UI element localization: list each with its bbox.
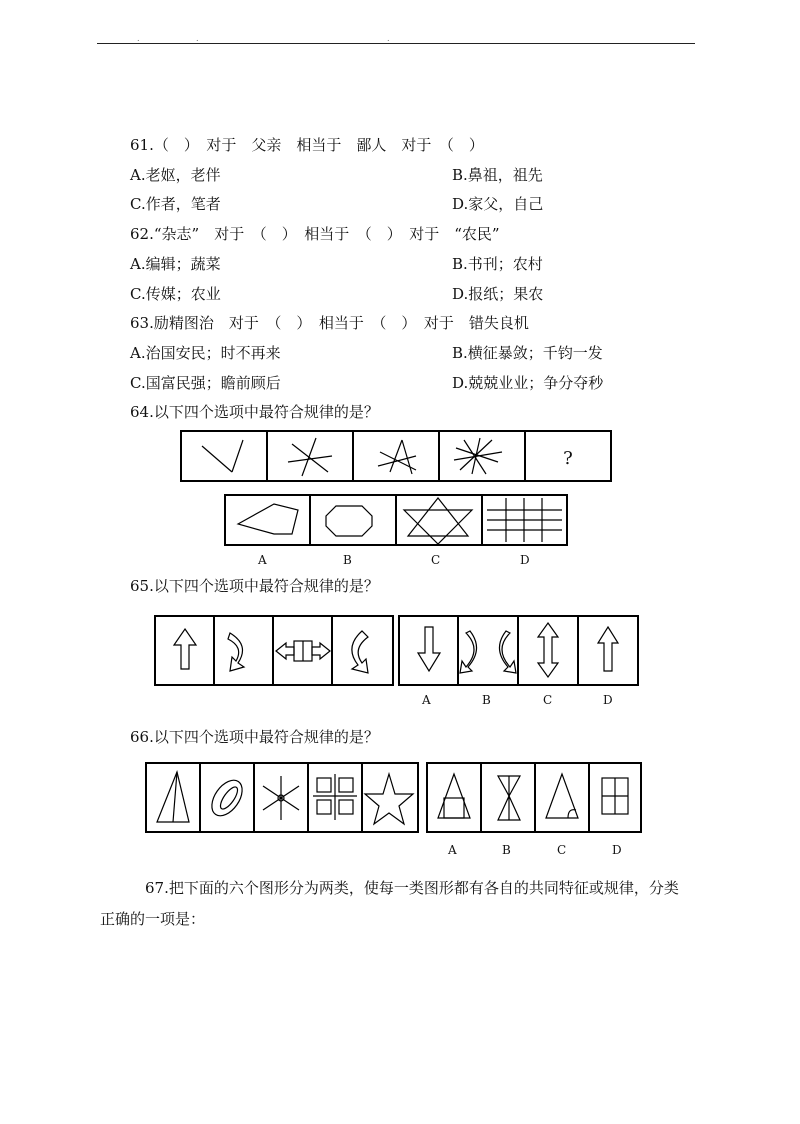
q64-label-d: D xyxy=(520,553,530,567)
double-arrow-vertical-icon xyxy=(538,623,558,677)
q64-option-a-pentagon xyxy=(238,504,298,534)
q66-stem: 66.以下四个选项中最符合规律的是？ xyxy=(130,728,379,746)
q62-option-b: B.书刊；农村 xyxy=(452,255,543,273)
q61-option-d: D.家父，自己 xyxy=(452,195,544,213)
up-arrow-icon xyxy=(598,627,618,671)
q66-cell-triangle xyxy=(157,772,189,822)
q63-option-b: B.横征暴敛；千钧一发 xyxy=(452,344,603,362)
down-arrow-icon xyxy=(418,627,440,671)
q64-question-mark: ? xyxy=(563,448,573,469)
q66-option-a-triangle-square xyxy=(438,774,470,818)
q64-cell-three-lines xyxy=(288,438,332,476)
q63-option-a: A.治国安民；时不再来 xyxy=(130,344,281,362)
q66-label-d: D xyxy=(612,843,622,857)
q66-option-b-hourglass xyxy=(498,776,520,820)
curved-arrow-left-icon xyxy=(352,631,368,673)
q65-stem: 65.以下四个选项中最符合规律的是？ xyxy=(130,577,379,595)
q61-option-b: B.鼻祖，祖先 xyxy=(452,166,543,184)
q64-sequence-figure xyxy=(180,430,612,482)
q65-label-b: B xyxy=(482,693,491,707)
q64-label-c: C xyxy=(431,553,441,567)
q67-stem-line2: 正确的一项是： xyxy=(100,910,206,928)
header-dot: . xyxy=(196,34,199,43)
q62-option-d: D.报纸；果农 xyxy=(452,285,544,303)
q64-options-figure xyxy=(224,494,568,546)
q66-label-b: B xyxy=(502,843,511,857)
q67-stem-line1: 67.把下面的六个图形分为两类，使每一类图形都有各自的共同特征或规律，分类 xyxy=(145,879,679,897)
q64-option-b-octagon xyxy=(326,506,372,536)
q62-option-a: A.编辑；蔬菜 xyxy=(130,255,221,273)
header-dot: . xyxy=(387,34,390,43)
q65-label-a: A xyxy=(422,693,431,707)
q64-label-a: A xyxy=(258,553,267,567)
q64-option-c-star xyxy=(404,498,472,544)
header-dot: . xyxy=(137,34,140,43)
header-rule xyxy=(97,43,695,44)
curved-arrow-right-icon xyxy=(228,633,244,671)
q64-stem: 64.以下四个选项中最符合规律的是？ xyxy=(130,403,379,421)
q62-stem: 62.“杂志” 对于 （ ） 相当于 （ ） 对于 “农民” xyxy=(130,225,500,243)
q61-stem: 61.（ ） 对于 父亲 相当于 鄙人 对于 （ ） xyxy=(130,136,484,154)
q61-option-a: A.老妪，老伴 xyxy=(130,166,221,184)
q64-cell-five-lines xyxy=(454,438,502,474)
q66-cell-ellipses xyxy=(206,775,249,822)
q66-cell-asterisk xyxy=(263,776,299,820)
q65-sequence-figure xyxy=(154,615,394,686)
q64-cell-two-lines xyxy=(202,440,243,472)
q64-option-d-grid xyxy=(487,498,562,542)
q64-label-b: B xyxy=(343,553,352,567)
q65-options-figure xyxy=(398,615,639,686)
double-curved-arrow-icon xyxy=(460,631,516,673)
q63-stem: 63.励精图治 对于 （ ） 相当于 （ ） 对于 错失良机 xyxy=(130,314,529,332)
q66-label-a: A xyxy=(448,843,457,857)
double-arrow-box-icon xyxy=(276,641,330,661)
q66-option-d-window xyxy=(602,778,628,814)
q65-label-d: D xyxy=(603,693,613,707)
q66-options-figure xyxy=(426,762,642,833)
q65-label-c: C xyxy=(543,693,553,707)
q64-cell-four-lines xyxy=(378,440,416,474)
q66-option-c-triangle-arc xyxy=(546,774,578,818)
q66-sequence-figure xyxy=(145,762,419,833)
q66-label-c: C xyxy=(557,843,567,857)
q63-option-c: C.国富民强；瞻前顾后 xyxy=(130,374,281,392)
q61-option-c: C.作者，笔者 xyxy=(130,195,221,213)
q63-option-d: D.兢兢业业；争分夺秒 xyxy=(452,374,604,392)
up-arrow-icon xyxy=(174,629,196,669)
q62-option-c: C.传媒；农业 xyxy=(130,285,221,303)
q66-cell-cross-squares xyxy=(313,774,357,820)
star-icon xyxy=(365,774,413,824)
